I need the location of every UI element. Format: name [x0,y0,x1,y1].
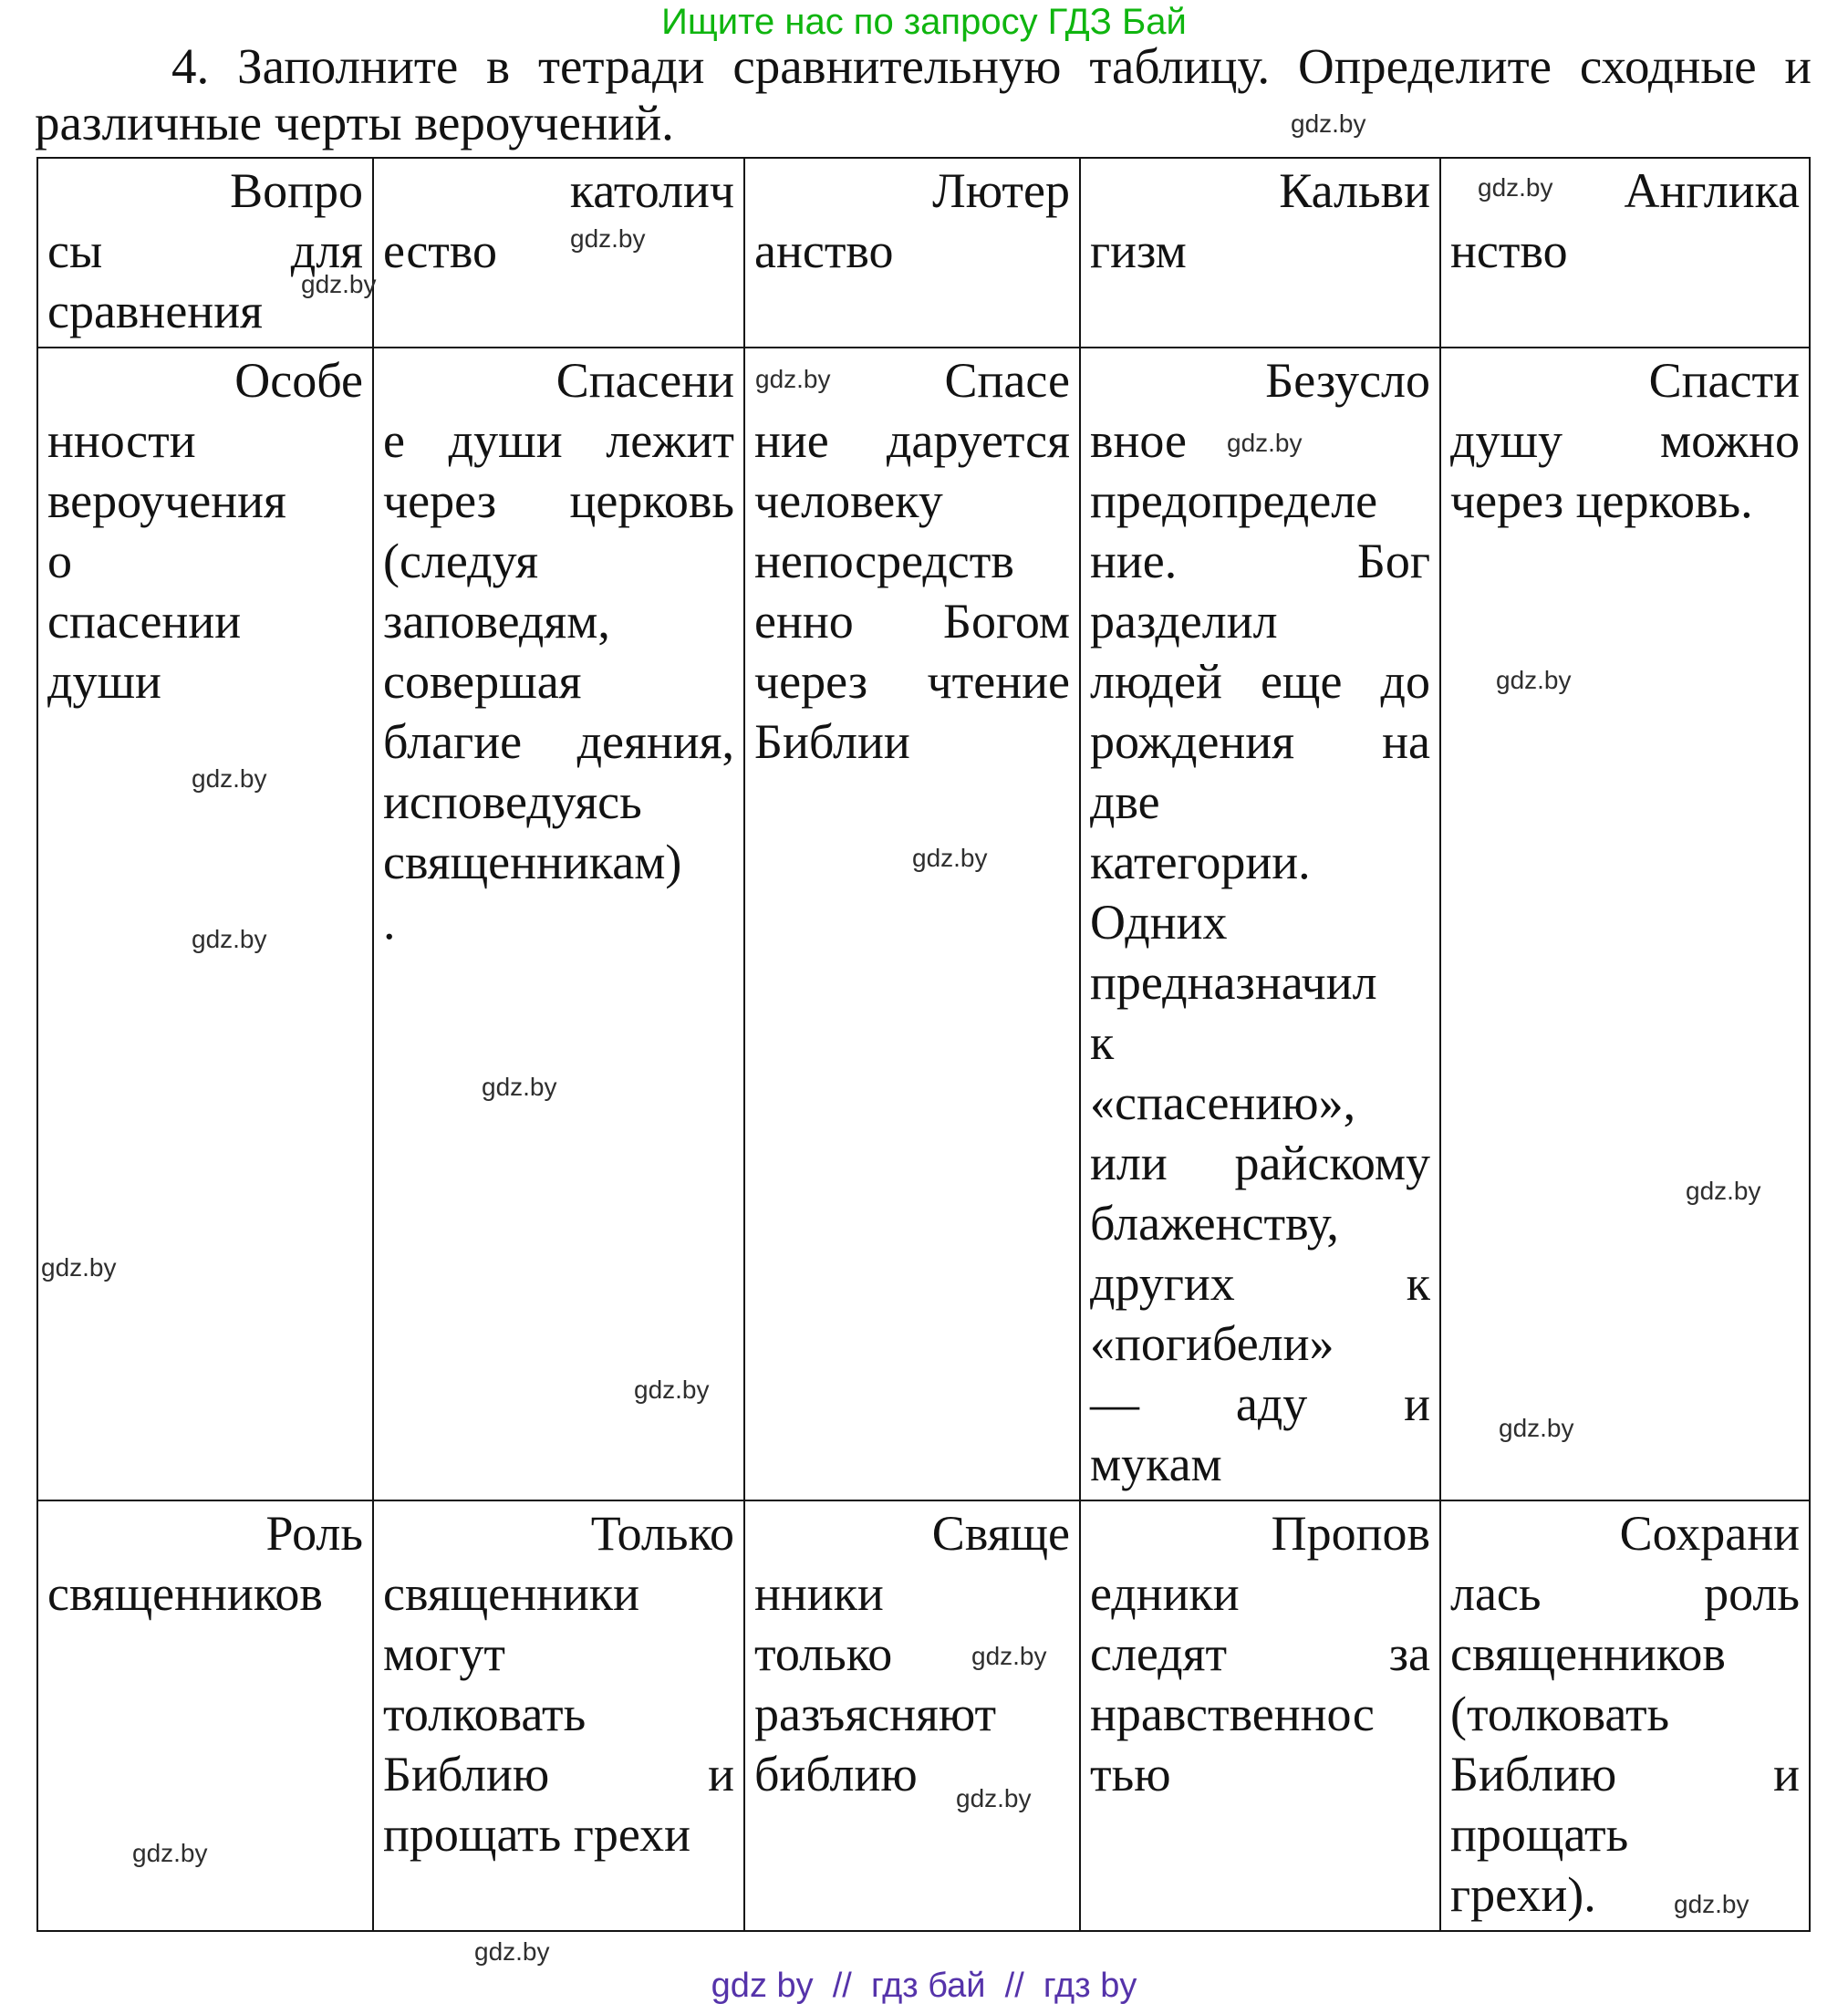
cell-anglicanism-salvation: Спасти душу можно через церковь. [1440,348,1810,1500]
gdz-watermark: gdz.by [1686,1177,1761,1205]
table-row-salvation [37,348,1810,1500]
gdz-watermark: gdz.by [1478,173,1553,202]
gdz-watermark: gdz.by [956,1784,1032,1812]
cell-catholicism-salvation: Спасени е души лежит через церковь (следуя заповедям, совершая благие деяния, исповедуясь священникам) . [373,348,744,1500]
task-heading: 4. Заполните в тетради сравнительную таблицу. Определите сходные и различные черты вероучений. [35,38,1812,151]
gdz-watermark: gdz.by [971,1642,1047,1670]
gdz-watermark: gdz.by [1674,1890,1749,1918]
gdz-watermark: gdz.by [41,1253,117,1282]
gdz-watermark: gdz.by [755,365,831,393]
site-banner: Ищите нас по запросу ГДЗ Бай [661,2,1187,42]
cell-anglicanism-priests: Сохрани лась роль священников (толковать Библию и прощать грехи). [1440,1500,1810,1931]
header-questions: Вопро сы для сравнения [37,158,373,348]
cell-calvinism-salvation: Безусло вное предопределе ние. Бог разделил людей еще до рождения на две категории. Одних предназначил к «спасению», или райскому блаженству, других к «погибели» — аду и мукам [1080,348,1440,1500]
gdz-watermark: gdz.by [192,764,267,793]
row-label-salvation-doctrine: Особе нности вероучения о спасении души [37,348,373,1500]
header-calvinism: Кальви гизм [1080,158,1440,348]
header-anglicanism: Англика нство [1440,158,1810,348]
gdz-watermark: gdz.by [1499,1414,1574,1442]
cell-lutheranism-priests: Свяще нники только разъясняют библию [744,1500,1080,1931]
table-row-priests [37,1500,1810,1931]
cell-catholicism-priests: Только священники могут толковать Библию и прощать грехи [373,1500,744,1931]
gdz-watermark: gdz.by [132,1839,208,1867]
cell-calvinism-priests: Пропов едники следят за нравственнос тью [1080,1500,1440,1931]
header-catholicism: католич ество [373,158,744,348]
site-footer: gdz by // гдз бай // гдз by [711,1967,1137,2005]
cell-lutheranism-salvation: Спасе ние даруется человеку непосредств енно Богом через чтение Библии [744,348,1080,1500]
header-lutheranism: Лютер анство [744,158,1080,348]
gdz-watermark: gdz.by [1291,109,1366,138]
gdz-watermark: gdz.by [634,1376,710,1404]
gdz-watermark: gdz.by [301,270,377,298]
comparison-table [36,157,1811,1932]
gdz-watermark: gdz.by [1496,666,1572,694]
gdz-watermark: gdz.by [482,1073,557,1101]
gdz-watermark: gdz.by [474,1937,550,1966]
gdz-watermark: gdz.by [192,925,267,953]
gdz-watermark: gdz.by [1227,429,1303,457]
gdz-watermark: gdz.by [912,844,988,872]
row-label-priests-role: Роль священников [37,1500,373,1931]
gdz-watermark: gdz.by [570,224,646,253]
